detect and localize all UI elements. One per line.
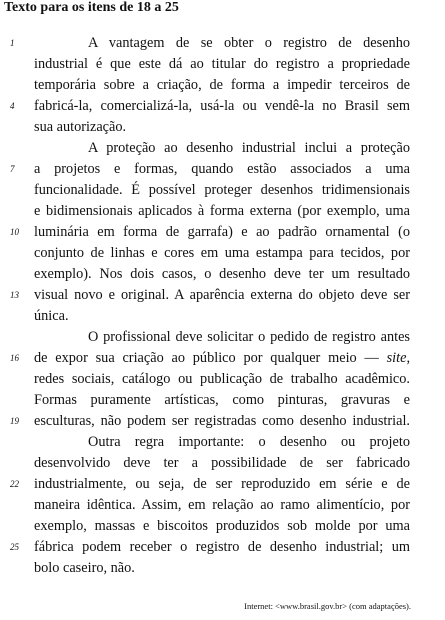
text-line: temporária sobre a criação, de forma a impedir terceiros de <box>34 77 410 93</box>
text-line-main: de expor sua criação ao público por qualquer meio — <box>34 350 379 366</box>
text-line: fábrica podem receber o registro de desenho industrial; um <box>34 539 410 555</box>
text-line: única. <box>34 308 69 324</box>
text-line: exemplo, massas e biscoitos produzidos sob molde por uma <box>34 518 410 534</box>
line-number: 1 <box>10 38 15 48</box>
text-line: luminária em forma de garrafa) e ao padrão ornamental (o <box>34 224 410 240</box>
text-line: O profissional deve solicitar o pedido de registro antes <box>88 329 410 345</box>
line-number: 19 <box>10 416 19 426</box>
text-line: desenvolvido deve ter a possibilidade de ser fabricado <box>34 455 410 471</box>
italic-word: site <box>386 350 407 366</box>
text-line: e bidimensionais aplicados à forma externa (por exemplo, uma <box>34 203 410 219</box>
section-heading: Texto para os itens de 18 a 25 <box>4 0 179 15</box>
text-line: industrial é que este dá ao titular do registro a propriedade <box>34 56 410 72</box>
text-line: fabricá-la, comercializá-la, usá-la ou vendê-la no Brasil sem <box>34 98 410 114</box>
source-citation: Internet: <www.brasil.gov.br> (com adaptações). <box>244 601 411 611</box>
text-line: esculturas, não podem ser registradas como desenho industrial. <box>34 413 410 429</box>
line-number: 16 <box>10 353 19 363</box>
text-line: exemplo). Nos dois casos, o desenho deve ter um resultado <box>34 266 410 282</box>
text-line: A proteção ao desenho industrial inclui a proteção <box>88 140 410 156</box>
text-line <box>34 348 410 368</box>
text-line: bolo caseiro, não. <box>34 560 135 576</box>
text-line: Formas puramente artísticas, como pinturas, gravuras e <box>34 392 410 408</box>
line-number: 22 <box>10 479 19 489</box>
text-line: maneira idêntica. Assim, em relação ao ramo alimentício, por <box>34 497 410 513</box>
text-line: Outra regra importante: o desenho ou projeto <box>88 434 410 450</box>
line-number: 4 <box>10 101 15 111</box>
line-number: 25 <box>10 542 19 552</box>
text-line: A vantagem de se obter o registro de desenho <box>88 35 410 51</box>
text-line: industrialmente, ou seja, de ser reproduzido em série e de <box>34 476 410 492</box>
text-line: conjunto de linhas e cores em uma estampa para tecidos, por <box>34 245 410 261</box>
line-number: 7 <box>10 164 15 174</box>
text-line-punct: , <box>406 350 411 366</box>
line-number: 10 <box>10 227 19 237</box>
text-line: a projetos e formas, quando estão associados a uma <box>34 161 410 177</box>
text-line: funcionalidade. É possível proteger desenhos tridimensionais <box>34 182 410 198</box>
text-line: redes sociais, catálogo ou publicação de trabalho acadêmico. <box>34 371 410 387</box>
text-line: sua autorização. <box>34 119 127 135</box>
line-number: 13 <box>10 290 19 300</box>
text-line: visual novo e original. A aparência externa do objeto deve ser <box>34 287 410 303</box>
